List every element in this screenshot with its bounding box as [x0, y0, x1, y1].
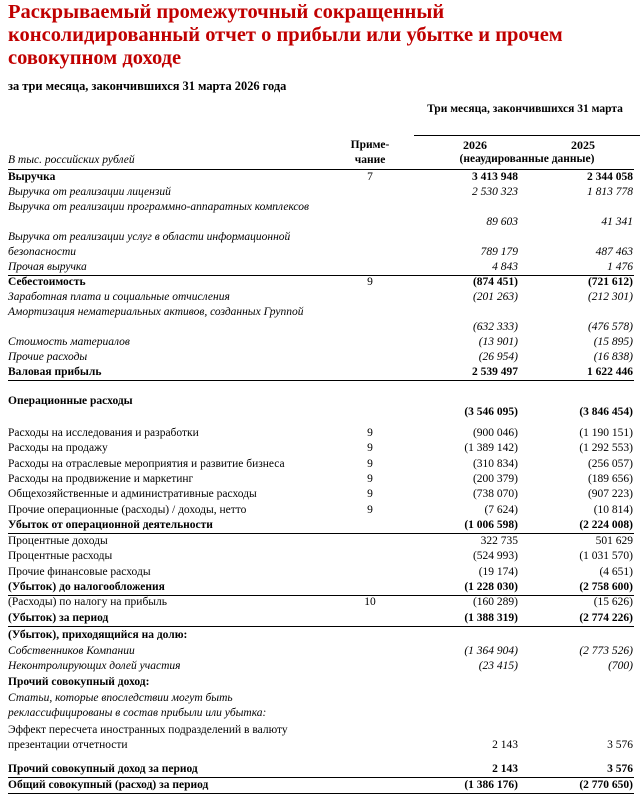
- row-label: Прочие финансовые расходы: [8, 566, 151, 578]
- period-header-rule: [414, 135, 640, 136]
- table-row: [0, 457, 643, 472]
- table-row: [0, 185, 643, 200]
- table-row: [0, 595, 643, 610]
- value-2025: (2 224 008): [579, 519, 633, 531]
- value-2025: 2 344 058: [587, 171, 633, 183]
- value-2025: (721 612): [587, 276, 633, 288]
- value-2026: (26 954): [478, 351, 518, 363]
- row-label: Процентные доходы: [8, 535, 108, 547]
- value-2025: (4 651): [599, 566, 633, 578]
- value-2026: (201 263): [472, 291, 518, 303]
- value-2025: (2 773 526): [579, 645, 633, 657]
- row-divider: [8, 533, 634, 534]
- report-title: Раскрываемый промежуточный сокращенный консолидированный отчет о прибыли или убытке и прочем совокупном доходе: [8, 1, 563, 69]
- row-label: Операционные расходы: [8, 395, 133, 407]
- value-2025: (2 758 600): [579, 581, 633, 593]
- year-2025-header: 2025: [571, 138, 595, 152]
- row-label: Расходы на продвижение и маркетинг: [8, 473, 194, 485]
- value-2025: (2 774 226): [579, 612, 633, 624]
- table-row: [0, 441, 643, 456]
- row-label: Себестоимость: [8, 276, 86, 288]
- row-label: (Расходы) по налогу на прибыль: [8, 596, 168, 608]
- row-label: Выручка от реализации лицензий: [8, 186, 171, 198]
- table-row: [0, 628, 643, 643]
- value-2026: 322 735: [480, 535, 518, 547]
- row-label: Прочий совокупный доход:: [8, 676, 150, 688]
- value-2026: (1 006 598): [464, 519, 518, 531]
- value-2025: (3 846 454): [579, 406, 633, 418]
- table-row: [0, 503, 643, 518]
- value-2026: (7 624): [484, 504, 518, 516]
- report-subtitle: за три месяца, закончившихся 31 марта 2026 года: [8, 79, 287, 93]
- row-label: Расходы на исследования и разработки: [8, 427, 199, 439]
- value-2025: (700): [608, 660, 633, 672]
- value-2025: (256 057): [587, 458, 633, 470]
- row-label: Процентные расходы: [8, 550, 113, 562]
- value-2025: 3 576: [607, 739, 633, 751]
- value-2025: (1 190 151): [579, 427, 633, 439]
- value-2025: 3 576: [607, 763, 633, 775]
- row-label: Собственников Компании: [8, 645, 135, 657]
- period-header: Три месяца, закончившихся 31 марта: [427, 103, 623, 115]
- row-label: Прочая выручка: [8, 261, 87, 273]
- value-2025: (1 292 553): [579, 442, 633, 454]
- table-row: [0, 426, 643, 441]
- table-row: [0, 580, 643, 595]
- value-2025: (1 031 570): [579, 550, 633, 562]
- value-2026: (1 389 142): [464, 442, 518, 454]
- value-2026: (632 333): [472, 321, 518, 333]
- value-2026: 2 143: [492, 763, 518, 775]
- row-label: (Убыток), приходящийся на долю:: [8, 629, 188, 641]
- row-note: 7: [367, 171, 373, 183]
- value-2026: (1 386 176): [464, 779, 518, 791]
- row-label: Расходы на продажу: [8, 442, 108, 454]
- value-2026: 4 843: [492, 261, 518, 273]
- row-label: Расходы на отраслевые мероприятия и развитие бизнеса: [8, 458, 285, 470]
- row-note: 9: [367, 504, 373, 516]
- value-2026: 2 539 497: [472, 366, 518, 378]
- value-2026: (874 451): [472, 276, 518, 288]
- row-label: Прочие расходы: [8, 351, 88, 363]
- table-row: [0, 778, 643, 793]
- row-label: Убыток от операционной деятельности: [8, 519, 213, 531]
- row-label: Амортизация нематериальных активов, созданных Группой: [8, 306, 304, 318]
- row-note: 9: [367, 488, 373, 500]
- table-row: [0, 335, 643, 350]
- row-label: Валовая прибыль: [8, 366, 102, 378]
- value-2026: (3 546 095): [464, 406, 518, 418]
- year-2026-header: 2026: [463, 138, 487, 152]
- value-2026: (900 046): [472, 427, 518, 439]
- value-2025: (10 814): [593, 504, 633, 516]
- value-2025: 487 463: [595, 246, 633, 258]
- table-row: [0, 644, 643, 659]
- row-label: Общий совокупный (расход) за период: [8, 779, 209, 791]
- table-row: [0, 691, 643, 721]
- row-divider: [8, 595, 634, 596]
- table-row: [0, 365, 643, 380]
- value-2026: (200 379): [472, 473, 518, 485]
- value-2025: 41 341: [601, 216, 633, 228]
- table-row: [0, 275, 643, 290]
- table-row: [0, 762, 643, 777]
- table-row: [0, 170, 643, 185]
- row-label: Выручка от реализации программно-аппаратных комплексов: [8, 201, 309, 213]
- table-row: [0, 723, 643, 753]
- value-2026: 789 179: [480, 246, 518, 258]
- table-row: [0, 260, 643, 275]
- value-2026: (160 289): [472, 596, 518, 608]
- row-note: 9: [367, 473, 373, 485]
- row-label: Общехозяйственные и административные расходы: [8, 488, 257, 500]
- value-2026: 2 530 323: [472, 186, 518, 198]
- value-2026: (19 174): [478, 566, 518, 578]
- table-row: [0, 305, 643, 335]
- value-2025: 1 476: [607, 261, 633, 273]
- row-label: Выручка от реализации услуг в области информационной безопасности: [8, 231, 291, 258]
- value-2025: (2 770 650): [579, 779, 633, 791]
- value-2025: (189 656): [587, 473, 633, 485]
- table-row: [0, 534, 643, 549]
- value-2025: (476 578): [587, 321, 633, 333]
- value-2026: (1 228 030): [464, 581, 518, 593]
- row-note: 9: [367, 458, 373, 470]
- row-label: Заработная плата и социальные отчисления: [8, 291, 230, 303]
- row-divider: [8, 380, 634, 381]
- value-2026: (1 364 904): [464, 645, 518, 657]
- table-row: [0, 394, 643, 420]
- value-2025: (907 223): [587, 488, 633, 500]
- table-row: [0, 290, 643, 305]
- note-column-header: Приме-чание: [350, 139, 390, 166]
- table-row: [0, 549, 643, 564]
- value-2026: (738 070): [472, 488, 518, 500]
- row-label: (Убыток) за период: [8, 612, 109, 624]
- row-label: Стоимость материалов: [8, 336, 130, 348]
- value-2025: (15 895): [593, 336, 633, 348]
- table-row: [0, 487, 643, 502]
- row-label: Выручка: [8, 171, 56, 183]
- row-label: Неконтролирующих долей участия: [8, 660, 181, 672]
- row-divider: [8, 275, 634, 276]
- row-note: 9: [367, 276, 373, 288]
- table-row: [0, 518, 643, 533]
- value-2026: (524 993): [472, 550, 518, 562]
- row-divider: [8, 793, 634, 794]
- table-row: [0, 350, 643, 365]
- row-label: Прочие операционные (расходы) / доходы, нетто: [8, 504, 247, 516]
- value-2025: (212 301): [587, 291, 633, 303]
- row-label: Прочий совокупный доход за период: [8, 763, 198, 775]
- value-2025: (16 838): [593, 351, 633, 363]
- row-label: Статьи, которые впоследствии могут быть реклассифицированы в состав прибыли или убытка:: [8, 692, 267, 719]
- value-2025: 1 622 446: [587, 366, 633, 378]
- row-note: 10: [364, 596, 376, 608]
- row-label: (Убыток) до налогообложения: [8, 581, 165, 593]
- row-note: 9: [367, 442, 373, 454]
- table-row: [0, 659, 643, 674]
- row-label: Эффект пересчета иностранных подразделений в валюту презентации отчетности: [8, 724, 288, 751]
- row-divider: [8, 777, 634, 778]
- value-2026: (23 415): [478, 660, 518, 672]
- value-2026: (13 901): [478, 336, 518, 348]
- value-2026: 2 143: [492, 739, 518, 751]
- value-2025: (15 626): [593, 596, 633, 608]
- units-label: В тыс. российских рублей: [8, 154, 135, 166]
- table-row: [0, 565, 643, 580]
- value-2026: (310 834): [472, 458, 518, 470]
- row-divider: [8, 626, 634, 627]
- table-row: [0, 230, 643, 260]
- value-2025: 501 629: [595, 535, 633, 547]
- table-row: [0, 611, 643, 626]
- value-2026: 89 603: [486, 216, 518, 228]
- table-row: [0, 472, 643, 487]
- unaudited-label: (неаудированные данные): [459, 153, 595, 165]
- table-row: [0, 675, 643, 690]
- value-2026: (1 388 319): [464, 612, 518, 624]
- row-note: 9: [367, 427, 373, 439]
- value-2025: 1 813 778: [587, 186, 633, 198]
- value-2026: 3 413 948: [472, 171, 518, 183]
- table-row: [0, 200, 643, 230]
